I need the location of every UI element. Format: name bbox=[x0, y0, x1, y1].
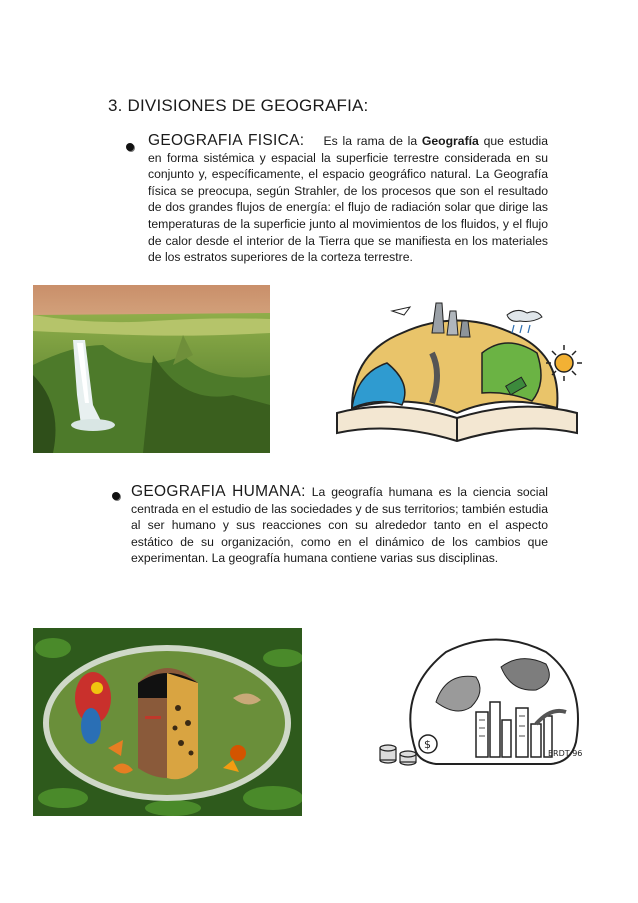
term-geografia-fisica: GEOGRAFIA FISICA: bbox=[148, 132, 305, 149]
bullet-humana bbox=[112, 492, 120, 500]
svg-text:$: $ bbox=[424, 738, 431, 751]
cartoon-signature: ERDT 96 bbox=[548, 749, 583, 758]
fisica-lead-before: Es la rama de la bbox=[323, 134, 422, 148]
humana-lead: La geografía humana es la ciencia bbox=[305, 485, 511, 499]
waterfall-landscape-image bbox=[33, 285, 270, 453]
rainforest-indigenous-collage bbox=[33, 628, 302, 816]
fisica-lead-after: que estudia bbox=[478, 134, 549, 148]
fisica-body: en forma sistémica y espacial la superficie terrestre considerada en su conjunto y, específicamente, el espacio geográfico natural. La Geografía física se preocupa, según Strahler, de los procesos que son el resultado de dos grandes flujos de energía: el flujo de radiación solar que dirige las temperaturas de la superficie junto al movimientos de los fluidos, y el flujo de calor desde el interior de la Tierra que se manifiesta en los materiales de los estratos superiores de la corteza terrestre. bbox=[148, 150, 548, 265]
paragraph-geografia-humana bbox=[131, 484, 548, 567]
book-world-illustration bbox=[332, 293, 582, 453]
term-geografia-humana: GEOGRAFIA HUMANA: bbox=[131, 483, 306, 500]
paragraph-geografia-fisica bbox=[148, 133, 548, 266]
bullet-fisica bbox=[126, 143, 134, 151]
fisica-lead-bold: Geografía bbox=[421, 134, 479, 148]
section-heading: 3. DIVISIONES DE GEOGRAFIA: bbox=[108, 96, 369, 115]
humana-body: social centrada en el estudio de las sociedades y de sus territorios; también estudia al ser humano y sus reacciones con su alrededor tanto en el aspecto estático de su organización, como en el dinámico de los cambios que experimentan. La geografía humana contiene varias sus disciplinas. bbox=[131, 485, 548, 566]
city-pollution-cartoon bbox=[376, 632, 594, 782]
